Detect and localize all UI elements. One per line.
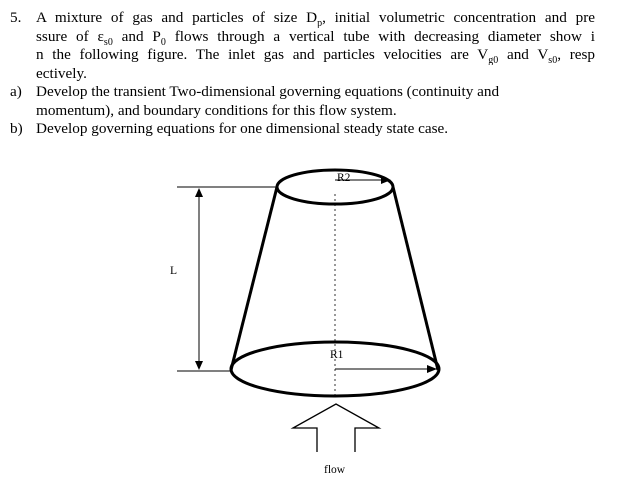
question-line-content: n the following figure. The inlet gas and particles velocities are $V_{g0}$ and $V_{s0}$, resp bbox=[36, 46, 595, 65]
part-b-label: b) bbox=[10, 120, 23, 137]
flow-arrow bbox=[293, 404, 379, 452]
part-a-text-1: Develop the transient Two-dimensional governing equations (continuity and bbox=[36, 83, 500, 100]
part-a-text-2: momentum), and boundary conditions for this flow system. bbox=[36, 101, 397, 119]
l-arrow-bottom bbox=[195, 361, 203, 370]
r2-label: R2 bbox=[337, 172, 351, 184]
part-b-text-1: Develop governing equations for one dimensional steady state case. bbox=[36, 120, 449, 137]
top-ellipse bbox=[277, 170, 393, 204]
subscript: s0 bbox=[103, 36, 113, 46]
question-line-content: ssure of $\varepsilon_{s0}$ and $P_0$ flows through a vertical tube with decreasing diameter show i bbox=[36, 27, 595, 46]
flow-label: flow bbox=[324, 464, 346, 476]
question-line-content: ectively. bbox=[36, 64, 87, 82]
r1-label: R1 bbox=[330, 349, 344, 361]
l-arrow-top bbox=[195, 188, 203, 197]
tube-right-wall bbox=[393, 187, 438, 370]
subscript: g0 bbox=[488, 55, 499, 65]
question-number: 5. bbox=[10, 9, 22, 26]
question-line-content: A mixture of gas and particles of size $D_p$, initial volumetric concentration and pre bbox=[36, 9, 595, 28]
subscript: 0 bbox=[160, 36, 166, 46]
part-a-label: a) bbox=[10, 83, 22, 100]
l-label: L bbox=[170, 265, 178, 277]
subscript: s0 bbox=[548, 55, 558, 65]
subscript: p bbox=[317, 18, 323, 28]
tube-left-wall bbox=[231, 187, 277, 370]
